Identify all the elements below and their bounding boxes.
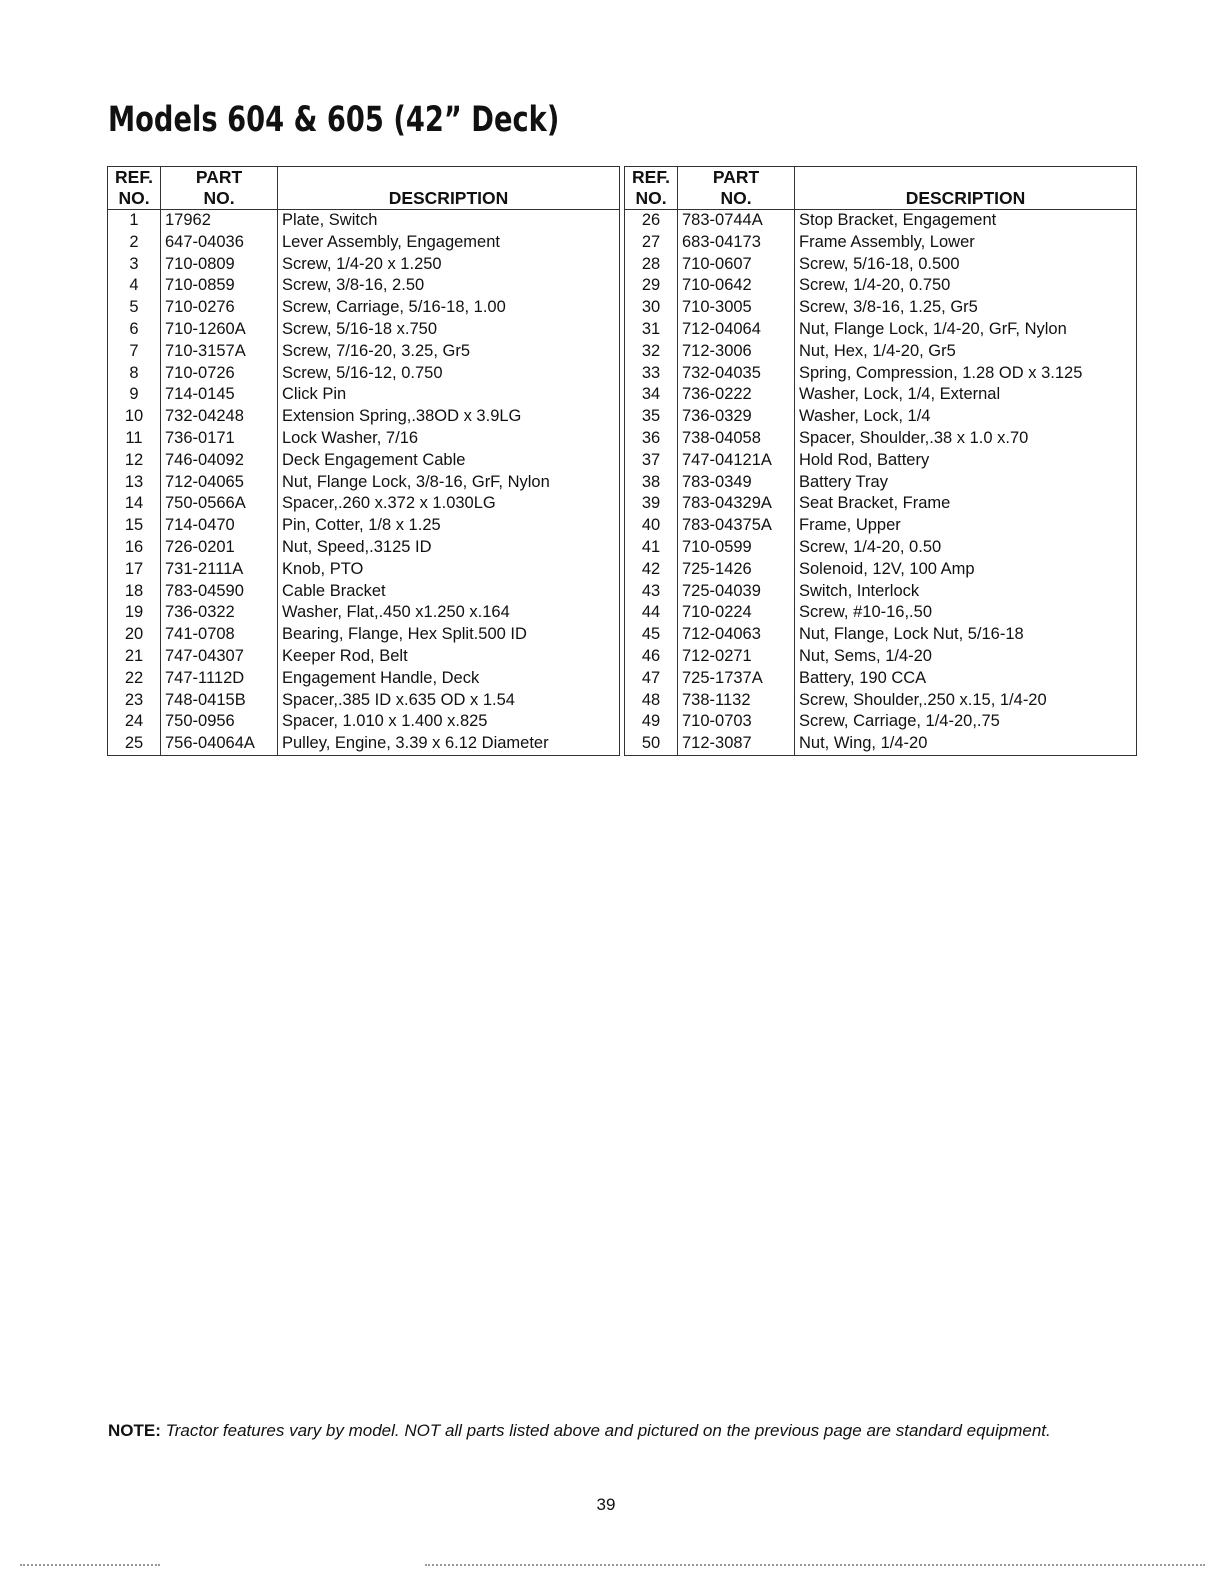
table-row <box>108 232 620 254</box>
table-header-row <box>108 167 620 210</box>
part-no-cell: 710-0859 <box>161 275 278 297</box>
description-cell: Plate, Switch <box>282 211 378 229</box>
ref-no-cell: 24 <box>108 711 161 733</box>
part-no-cell: 750-0566A <box>161 493 278 515</box>
description-cell: Cable Bracket <box>282 581 386 600</box>
description-cell: Washer, Lock, 1/4 <box>799 407 931 426</box>
part-no-cell: 736-0222 <box>678 384 795 406</box>
part-no-cell: 712-04064 <box>678 319 795 341</box>
ref-no-cell: 6 <box>108 319 161 341</box>
ref-no-cell: 40 <box>625 515 678 537</box>
ref-no-cell: 28 <box>625 254 678 276</box>
table-row <box>108 624 620 646</box>
table-row <box>108 668 620 690</box>
description-cell: Screw, 1/4-20, 0.50 <box>799 537 942 556</box>
part-no-cell: 746-04092 <box>161 450 278 472</box>
ref-no-cell: 9 <box>108 384 161 406</box>
description-cell: Screw, 7/16-20, 3.25, Gr5 <box>282 341 471 360</box>
ref-no-cell: 45 <box>625 624 678 646</box>
ref-no-cell: 46 <box>625 646 678 668</box>
part-no-cell: 741-0708 <box>161 624 278 646</box>
description-cell: Nut, Sems, 1/4-20 <box>799 646 932 665</box>
part-no-cell: 710-0224 <box>678 602 795 624</box>
description-cell: Washer, Flat,.450 x1.250 x.164 <box>282 603 510 622</box>
footnote <box>108 1421 1051 1441</box>
description-cell: Nut, Speed,.3125 ID <box>282 537 432 556</box>
ref-no-cell: 3 <box>108 254 161 276</box>
description-cell: Nut, Flange Lock, 1/4-20, GrF, Nylon <box>799 319 1067 338</box>
table-row <box>625 275 1137 297</box>
part-no-cell: 736-0329 <box>678 406 795 428</box>
table-row <box>625 646 1137 668</box>
part-no-cell: 736-0171 <box>161 428 278 450</box>
ref-no-cell: 20 <box>108 624 161 646</box>
ref-no-cell: 30 <box>625 297 678 319</box>
ref-no-cell: 44 <box>625 602 678 624</box>
part-no-cell: 747-1112D <box>161 668 278 690</box>
description-cell: Solenoid, 12V, 100 Amp <box>799 559 975 578</box>
table-row <box>108 450 620 472</box>
page-number: 39 <box>596 1495 616 1514</box>
description-cell: Screw, 5/16-18, 0.500 <box>799 254 960 273</box>
description-cell: Screw, 3/8-16, 1.25, Gr5 <box>799 298 978 317</box>
part-no-cell: 747-04121A <box>678 450 795 472</box>
table-row <box>108 602 620 624</box>
ref-no-cell: 50 <box>625 733 678 755</box>
part-no-cell: 714-0470 <box>161 515 278 537</box>
part-no-cell: 710-3005 <box>678 297 795 319</box>
ref-no-cell: 25 <box>108 733 161 755</box>
table-row <box>108 493 620 515</box>
description-cell: Nut, Hex, 1/4-20, Gr5 <box>799 341 956 360</box>
part-no-cell: 710-0607 <box>678 254 795 276</box>
ref-no-cell: 2 <box>108 232 161 254</box>
description-cell: Keeper Rod, Belt <box>282 646 408 665</box>
table-row <box>108 384 620 406</box>
description-cell: Deck Engagement Cable <box>282 450 466 469</box>
ref-no-cell: 36 <box>625 428 678 450</box>
part-no-cell: 748-0415B <box>161 690 278 712</box>
part-no-cell: 732-04035 <box>678 363 795 385</box>
table-row <box>625 493 1137 515</box>
description-cell: Lever Assembly, Engagement <box>282 232 500 251</box>
part-no-cell: 714-0145 <box>161 384 278 406</box>
ref-no-cell: 26 <box>625 210 678 232</box>
part-no-cell: 747-04307 <box>161 646 278 668</box>
description-cell: Screw, Carriage, 5/16-18, 1.00 <box>282 298 506 317</box>
part-no-cell: 750-0956 <box>161 711 278 733</box>
ref-no-cell: 41 <box>625 537 678 559</box>
table-row <box>625 363 1137 385</box>
description-cell: Bearing, Flange, Hex Split.500 ID <box>282 625 527 644</box>
description-cell: Spring, Compression, 1.28 OD x 3.125 <box>799 363 1083 382</box>
footer-divider <box>20 1564 160 1566</box>
part-no-cell: 726-0201 <box>161 537 278 559</box>
table-row <box>625 472 1137 494</box>
ref-no-cell: 35 <box>625 406 678 428</box>
description-cell: Seat Bracket, Frame <box>799 494 951 513</box>
description-cell: Spacer, Shoulder,.38 x 1.0 x.70 <box>799 428 1029 447</box>
description-cell: Screw, Carriage, 1/4-20,.75 <box>799 712 1000 731</box>
ref-no-cell: 15 <box>108 515 161 537</box>
ref-no-cell: 38 <box>625 472 678 494</box>
description-cell: Screw, 1/4-20, 0.750 <box>799 276 951 295</box>
ref-no-cell: 49 <box>625 711 678 733</box>
ref-no-cell: 14 <box>108 493 161 515</box>
part-no-cell: 783-04329A <box>678 493 795 515</box>
description-cell: Switch, Interlock <box>799 581 920 600</box>
parts-list-left <box>108 210 620 756</box>
table-row <box>108 297 620 319</box>
description-cell: Pin, Cotter, 1/8 x 1.25 <box>282 516 441 535</box>
ref-no-cell: 19 <box>108 602 161 624</box>
part-no-cell: 710-0809 <box>161 254 278 276</box>
ref-no-cell: 39 <box>625 493 678 515</box>
ref-no-cell: 37 <box>625 450 678 472</box>
header-description: DESCRIPTION <box>795 167 1137 210</box>
part-no-cell: 783-0744A <box>678 210 795 232</box>
header-description: DESCRIPTION <box>278 167 620 210</box>
description-cell: Spacer,.260 x.372 x 1.030LG <box>282 494 496 513</box>
note-label: NOTE: <box>108 1421 161 1440</box>
note-text: Tractor features vary by model. NOT all parts listed above and pictured on the previous page are standard equipment. <box>165 1421 1051 1440</box>
table-row <box>108 559 620 581</box>
part-no-cell: 710-0276 <box>161 297 278 319</box>
table-row <box>625 624 1137 646</box>
part-no-cell: 756-04064A <box>161 733 278 755</box>
table-row <box>108 537 620 559</box>
parts-list-right <box>625 210 1137 756</box>
table-row <box>625 602 1137 624</box>
table-row <box>108 711 620 733</box>
table-header-row <box>625 167 1137 210</box>
ref-no-cell: 22 <box>108 668 161 690</box>
ref-no-cell: 13 <box>108 472 161 494</box>
ref-no-cell: 29 <box>625 275 678 297</box>
table-row <box>625 537 1137 559</box>
ref-no-cell: 12 <box>108 450 161 472</box>
table-row <box>108 210 620 232</box>
description-cell: Frame, Upper <box>799 516 901 535</box>
ref-no-cell: 27 <box>625 232 678 254</box>
description-cell: Engagement Handle, Deck <box>282 668 480 687</box>
table-row <box>108 341 620 363</box>
table-row <box>108 690 620 712</box>
table-row <box>625 711 1137 733</box>
table-row <box>108 319 620 341</box>
part-no-cell: 725-1426 <box>678 559 795 581</box>
part-no-cell: 738-1132 <box>678 690 795 712</box>
table-row <box>625 232 1137 254</box>
table-row <box>108 472 620 494</box>
table-row <box>108 646 620 668</box>
ref-no-cell: 31 <box>625 319 678 341</box>
part-no-cell: 710-3157A <box>161 341 278 363</box>
part-no-cell: 647-04036 <box>161 232 278 254</box>
description-cell: Spacer,.385 ID x.635 OD x 1.54 <box>282 690 515 709</box>
description-cell: Extension Spring,.38OD x 3.9LG <box>282 407 522 426</box>
table-row <box>108 406 620 428</box>
parts-table-right <box>624 166 1137 756</box>
table-row <box>108 428 620 450</box>
description-cell: Screw, 1/4-20 x 1.250 <box>282 254 442 273</box>
description-cell: Knob, PTO <box>282 559 364 578</box>
part-no-cell: 712-3006 <box>678 341 795 363</box>
part-no-cell: 710-0703 <box>678 711 795 733</box>
part-no-cell: 17962 <box>161 210 278 232</box>
ref-no-cell: 48 <box>625 690 678 712</box>
ref-no-cell: 1 <box>108 210 161 232</box>
part-no-cell: 710-0642 <box>678 275 795 297</box>
table-row <box>625 450 1137 472</box>
header-ref-no: REF. NO. <box>625 167 678 210</box>
part-no-cell: 710-0599 <box>678 537 795 559</box>
description-cell: Hold Rod, Battery <box>799 450 930 469</box>
ref-no-cell: 4 <box>108 275 161 297</box>
table-row <box>625 733 1137 755</box>
description-cell: Washer, Lock, 1/4, External <box>799 385 1001 404</box>
description-cell: Screw, 5/16-18 x.750 <box>282 319 438 338</box>
table-row <box>108 581 620 603</box>
table-row <box>625 690 1137 712</box>
table-row <box>108 733 620 755</box>
table-row <box>625 581 1137 603</box>
description-cell: Spacer, 1.010 x 1.400 x.825 <box>282 712 488 731</box>
description-cell: Nut, Flange Lock, 3/8-16, GrF, Nylon <box>282 472 550 491</box>
table-row <box>108 275 620 297</box>
table-row <box>625 254 1137 276</box>
part-no-cell: 783-04590 <box>161 581 278 603</box>
part-no-cell: 731-2111A <box>161 559 278 581</box>
ref-no-cell: 34 <box>625 384 678 406</box>
ref-no-cell: 23 <box>108 690 161 712</box>
ref-no-cell: 32 <box>625 341 678 363</box>
ref-no-cell: 16 <box>108 537 161 559</box>
ref-no-cell: 21 <box>108 646 161 668</box>
description-cell: Nut, Wing, 1/4-20 <box>799 734 928 753</box>
ref-no-cell: 42 <box>625 559 678 581</box>
part-no-cell: 710-1260A <box>161 319 278 341</box>
ref-no-cell: 17 <box>108 559 161 581</box>
part-no-cell: 725-1737A <box>678 668 795 690</box>
description-cell: Battery, 190 CCA <box>799 668 927 687</box>
parts-table-left <box>107 166 620 756</box>
ref-no-cell: 33 <box>625 363 678 385</box>
table-row <box>108 363 620 385</box>
description-cell: Frame Assembly, Lower <box>799 232 975 251</box>
ref-no-cell: 7 <box>108 341 161 363</box>
part-no-cell: 712-04063 <box>678 624 795 646</box>
part-no-cell: 738-04058 <box>678 428 795 450</box>
header-part-no: PART NO. <box>678 167 795 210</box>
ref-no-cell: 8 <box>108 363 161 385</box>
part-no-cell: 712-04065 <box>161 472 278 494</box>
table-row <box>625 384 1137 406</box>
part-no-cell: 683-04173 <box>678 232 795 254</box>
part-no-cell: 783-04375A <box>678 515 795 537</box>
description-cell: Stop Bracket, Engagement <box>799 211 997 229</box>
part-no-cell: 712-0271 <box>678 646 795 668</box>
footer-divider <box>425 1564 1205 1566</box>
table-row <box>625 341 1137 363</box>
part-no-cell: 712-3087 <box>678 733 795 755</box>
table-row <box>108 254 620 276</box>
description-cell: Pulley, Engine, 3.39 x 6.12 Diameter <box>282 734 549 753</box>
table-row <box>625 515 1137 537</box>
ref-no-cell: 11 <box>108 428 161 450</box>
part-no-cell: 736-0322 <box>161 602 278 624</box>
table-row <box>108 515 620 537</box>
part-no-cell: 710-0726 <box>161 363 278 385</box>
ref-no-cell: 18 <box>108 581 161 603</box>
page-title: Models 604 & 605 (42” Deck) <box>108 100 560 140</box>
table-row <box>625 559 1137 581</box>
part-no-cell: 725-04039 <box>678 581 795 603</box>
part-no-cell: 783-0349 <box>678 472 795 494</box>
ref-no-cell: 43 <box>625 581 678 603</box>
table-row <box>625 668 1137 690</box>
table-row <box>625 406 1137 428</box>
header-part-no: PART NO. <box>161 167 278 210</box>
description-cell: Battery Tray <box>799 472 888 491</box>
ref-no-cell: 10 <box>108 406 161 428</box>
table-row <box>625 319 1137 341</box>
ref-no-cell: 47 <box>625 668 678 690</box>
table-row <box>625 297 1137 319</box>
description-cell: Screw, 5/16-12, 0.750 <box>282 363 443 382</box>
description-cell: Screw, Shoulder,.250 x.15, 1/4-20 <box>799 690 1047 709</box>
table-row <box>625 210 1137 232</box>
part-no-cell: 732-04248 <box>161 406 278 428</box>
description-cell: Screw, #10-16,.50 <box>799 603 932 622</box>
description-cell: Click Pin <box>282 385 347 404</box>
table-row <box>625 428 1137 450</box>
description-cell: Screw, 3/8-16, 2.50 <box>282 276 425 295</box>
description-cell: Nut, Flange, Lock Nut, 5/16-18 <box>799 625 1024 644</box>
description-cell: Lock Washer, 7/16 <box>282 428 419 447</box>
header-ref-no: REF. NO. <box>108 167 161 210</box>
ref-no-cell: 5 <box>108 297 161 319</box>
